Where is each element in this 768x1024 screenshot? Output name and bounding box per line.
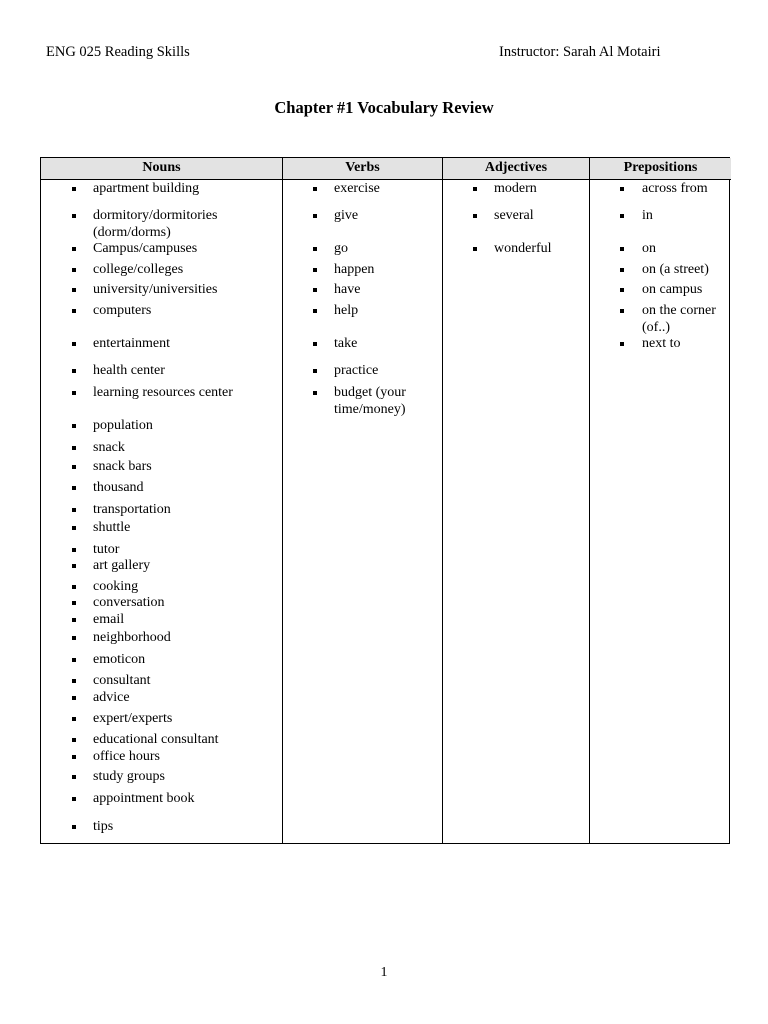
bullet-icon [72,424,76,428]
list-item: tips [93,819,114,834]
list-item: several [494,208,534,223]
list-item: give [334,208,359,223]
bullet-icon [473,187,477,191]
instructor-name: Instructor: Sarah Al Motairi [499,44,661,60]
column-prepositions [590,158,731,843]
bullet-icon [72,486,76,490]
column-header-nouns: Nouns [41,158,282,180]
bullet-icon [72,391,76,395]
bullet-icon [72,342,76,346]
list-item: appointment book [93,791,195,806]
list-item: modern [494,181,537,196]
list-item: on the corner (of..) [642,303,716,335]
list-item: neighborhood [93,630,171,645]
list-item: happen [334,262,375,277]
bullet-icon [72,288,76,292]
column-verbs [283,158,443,843]
bullet-icon [72,696,76,700]
bullet-icon [72,309,76,313]
bullet-icon [313,214,317,218]
list-item: practice [334,363,379,378]
list-item: exercise [334,181,380,196]
column-adjectives [443,158,590,843]
bullet-icon [620,342,624,346]
list-item: next to [642,336,681,351]
column-nouns [41,158,283,843]
bullet-icon [620,309,624,313]
bullet-icon [620,247,624,251]
list-item: computers [93,303,152,318]
bullet-icon [313,247,317,251]
bullet-icon [72,585,76,589]
bullet-icon [72,658,76,662]
vocabulary-table [40,157,730,844]
list-item: advice [93,690,130,705]
bullet-icon [72,465,76,469]
bullet-icon [72,717,76,721]
list-item: expert/experts [93,711,173,726]
bullet-icon [620,288,624,292]
list-item: entertainment [93,336,170,351]
bullet-icon [72,508,76,512]
bullet-icon [313,187,317,191]
bullet-icon [72,526,76,530]
bullet-icon [313,309,317,313]
bullet-icon [620,268,624,272]
list-item: office hours [93,749,160,764]
column-header-prepositions: Prepositions [590,158,731,180]
list-item: snack [93,440,125,455]
bullet-icon [72,187,76,191]
course-name: ENG 025 Reading Skills [46,44,190,60]
bullet-icon [313,342,317,346]
list-item: emoticon [93,652,146,667]
bullet-icon [72,618,76,622]
list-item: educational consultant [93,732,219,747]
bullet-icon [313,391,317,395]
list-item: on (a street) [642,262,709,277]
bullet-icon [620,214,624,218]
bullet-icon [72,825,76,829]
bullet-icon [72,214,76,218]
list-item: study groups [93,769,165,784]
list-item: across from [642,181,708,196]
list-item: apartment building [93,181,200,196]
list-item: university/universities [93,282,218,297]
bullet-icon [72,268,76,272]
bullet-icon [72,247,76,251]
list-item: consultant [93,673,151,688]
bullet-icon [473,214,477,218]
bullet-icon [72,755,76,759]
bullet-icon [620,187,624,191]
page-title: Chapter #1 Vocabulary Review [274,98,494,117]
list-item: college/colleges [93,262,184,277]
bullet-icon [72,369,76,373]
list-item: tutor [93,542,120,557]
list-item: go [334,241,348,256]
list-item: in [642,208,653,223]
bullet-icon [72,738,76,742]
list-item: population [93,418,153,433]
list-item: email [93,612,125,627]
bullet-icon [72,679,76,683]
list-item: shuttle [93,520,131,535]
list-item: learning resources center [93,385,233,400]
bullet-icon [313,268,317,272]
list-item: conversation [93,595,165,610]
list-item: Campus/campuses [93,241,198,256]
bullet-icon [72,446,76,450]
list-item: on [642,241,656,256]
bullet-icon [313,288,317,292]
list-item: take [334,336,358,351]
list-item: wonderful [494,241,552,256]
list-item: thousand [93,480,144,495]
list-item: on campus [642,282,703,297]
list-item: art gallery [93,558,151,573]
bullet-icon [72,797,76,801]
bullet-icon [72,601,76,605]
list-item: budget (your time/money) [334,385,406,417]
list-item: snack bars [93,459,152,474]
list-item: dormitory/dormitories (dorm/dorms) [93,208,218,240]
bullet-icon [72,775,76,779]
list-item: transportation [93,502,171,517]
list-item: cooking [93,579,139,594]
list-item: health center [93,363,165,378]
bullet-icon [72,636,76,640]
list-item: help [334,303,359,318]
bullet-icon [473,247,477,251]
bullet-icon [313,369,317,373]
page-number: 1 [380,965,388,980]
column-header-adjectives: Adjectives [443,158,589,180]
column-header-verbs: Verbs [283,158,442,180]
bullet-icon [72,548,76,552]
list-item: have [334,282,361,297]
bullet-icon [72,564,76,568]
